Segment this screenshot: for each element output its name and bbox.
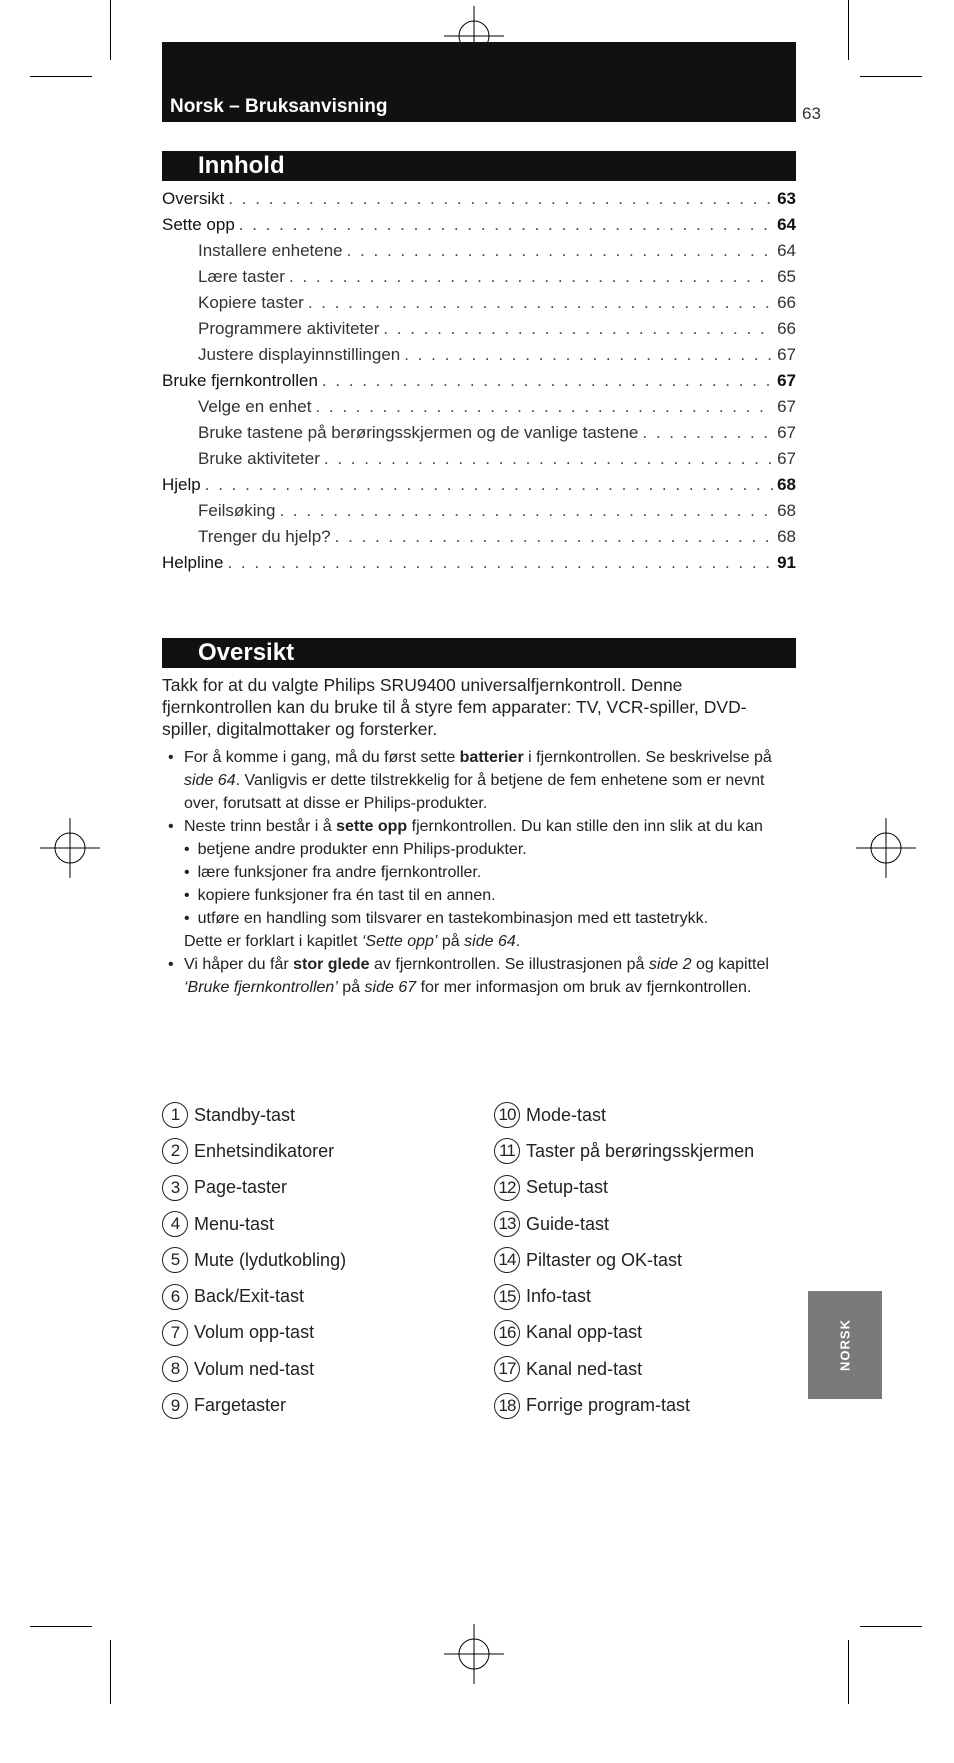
legend-label: Mode-tast <box>526 1104 607 1125</box>
toc-entry[interactable] <box>162 527 796 553</box>
legend-label: Info-tast <box>526 1286 592 1307</box>
legend-label: Setup-tast <box>526 1177 609 1198</box>
toc-entry[interactable] <box>162 267 796 293</box>
circled-number-icon: 3 <box>162 1175 188 1201</box>
toc-entry[interactable] <box>162 293 796 319</box>
toc-leader-dots <box>383 319 773 339</box>
legend-item <box>494 1387 754 1423</box>
toc-leader-dots <box>227 553 773 573</box>
circled-number-icon: 5 <box>162 1247 188 1273</box>
toc-entry-page: 63 <box>777 189 796 208</box>
legend-item <box>162 1387 346 1423</box>
toc-leader-dots <box>642 423 773 443</box>
toc-entry-page: 67 <box>777 397 796 416</box>
toc-entry[interactable] <box>162 319 796 345</box>
crop-mark <box>30 1626 92 1627</box>
registration-mark-icon <box>856 818 916 878</box>
sub-bullet-item: • kopiere funksjoner fra én tast til en annen. <box>184 887 496 904</box>
circled-number-icon: 9 <box>162 1393 188 1419</box>
toc-entry-page: 66 <box>777 293 796 312</box>
legend-label: Guide-tast <box>526 1213 610 1234</box>
toc-entry-label: Bruke tastene på berøringsskjermen og de vanlige tastene <box>198 423 639 442</box>
toc-entry[interactable] <box>162 475 796 501</box>
sub-bullet-item: • utføre en handling som tilsvarer en tastekombinasjon med ett tastetrykk. <box>184 910 709 927</box>
toc-leader-dots <box>322 371 773 391</box>
sub-bullet-item: • betjene andre produkter enn Philips-produkter. <box>184 841 527 858</box>
circled-number-icon: 2 <box>162 1138 188 1164</box>
crop-mark <box>848 1640 849 1704</box>
toc-entry-page: 91 <box>777 553 796 572</box>
overview-intro: Takk for at du valgte Philips SRU9400 universalfjernkontroll. Denne fjernkontrollen kan du bruke til å styre fem apparater: TV, VCR-spiller, DVD-spiller, digitalmottaker og forsterker. <box>162 675 747 739</box>
language-tab <box>808 1291 882 1399</box>
legend-label: Standby-tast <box>194 1104 296 1125</box>
bullet-item: • Vi håper du får stor glede av fjernkontrollen. Se illustrasjonen på side 2 og kapittel ‘Bruke fjernkontrollen’ på side 67 for mer informasjon om bruk av fjernkontrollen. <box>162 953 796 999</box>
toc-entry-page: 68 <box>777 527 796 546</box>
legend-item <box>162 1097 346 1133</box>
toc-entry-label: Programmere aktiviteter <box>198 319 380 338</box>
crop-mark <box>848 0 849 60</box>
circled-number-icon: 7 <box>162 1320 188 1346</box>
toc-leader-dots <box>239 215 773 235</box>
toc-entry-page: 67 <box>777 449 796 468</box>
toc-entry-label: Installere enhetene <box>198 241 343 260</box>
overview-heading: Oversikt <box>198 639 295 666</box>
language-tab-label: NORSK <box>837 1319 853 1371</box>
legend-item <box>494 1315 754 1351</box>
circled-number-icon: 1 <box>162 1102 188 1128</box>
toc-heading-bar <box>162 151 796 181</box>
crop-mark <box>860 76 922 77</box>
toc-leader-dots <box>279 501 773 521</box>
bullet-item: • For å komme i gang, må du først sette batterier i fjernkontrollen. Se beskrivelse på side 64. Vanligvis er dette tilstrekkelig for å betjene de fem enhetene som er nevnt over, forutsatt at disse er Philips-produkter. <box>162 746 796 815</box>
toc-leader-dots <box>205 475 773 495</box>
toc-entry-label: Bruke fjernkontrollen <box>162 371 318 390</box>
toc-leader-dots <box>308 293 773 313</box>
toc-entry-label: Oversikt <box>162 189 225 208</box>
toc-entry-label: Lære taster <box>198 267 285 286</box>
legend-label: Page-taster <box>194 1177 288 1198</box>
circled-number-icon: 6 <box>162 1284 188 1310</box>
toc-leader-dots <box>347 241 773 261</box>
registration-mark-icon <box>444 1624 504 1684</box>
toc-entry[interactable] <box>162 371 796 397</box>
toc-heading: Innhold <box>198 152 285 179</box>
toc-leader-dots <box>315 397 773 417</box>
toc-entry-page: 68 <box>777 475 796 494</box>
legend-item <box>494 1170 754 1206</box>
legend-item <box>162 1206 346 1242</box>
toc-entry-label: Feilsøking <box>198 501 276 520</box>
bullet-item: • Neste trinn består i å sette opp fjernkontrollen. Du kan stille den inn slik at du kan <box>162 815 796 838</box>
toc-entry[interactable] <box>162 423 796 449</box>
circled-number-icon: 10 <box>494 1102 520 1128</box>
table-of-contents <box>162 189 796 579</box>
circled-number-icon: 15 <box>494 1284 520 1310</box>
legend-item <box>162 1242 346 1278</box>
toc-leader-dots <box>228 189 773 209</box>
crop-mark <box>860 1626 922 1627</box>
toc-entry-page: 67 <box>777 345 796 364</box>
key-legend-left <box>162 1097 346 1424</box>
toc-leader-dots <box>335 527 773 547</box>
circled-number-icon: 8 <box>162 1356 188 1382</box>
toc-entry-page: 66 <box>777 319 796 338</box>
toc-entry-label: Hjelp <box>162 475 201 494</box>
legend-label: Volum opp-tast <box>194 1322 315 1343</box>
toc-entry-label: Bruke aktiviteter <box>198 449 320 468</box>
legend-item <box>494 1351 754 1387</box>
toc-entry-label: Justere displayinnstillingen <box>198 345 401 364</box>
legend-label: Enhetsindikatorer <box>194 1140 335 1161</box>
legend-item <box>494 1278 754 1314</box>
legend-label: Menu-tast <box>194 1213 275 1234</box>
circled-number-icon: 16 <box>494 1320 520 1346</box>
toc-entry-label: Helpline <box>162 553 224 572</box>
crop-mark <box>30 76 92 77</box>
legend-label: Kanal ned-tast <box>526 1358 643 1379</box>
toc-entry-label: Velge en enhet <box>198 397 312 416</box>
legend-item <box>494 1097 754 1133</box>
registration-mark-icon <box>40 818 100 878</box>
circled-number-icon: 18 <box>494 1393 520 1419</box>
legend-item <box>162 1315 346 1351</box>
toc-leader-dots <box>324 449 773 469</box>
circled-number-icon: 12 <box>494 1175 520 1201</box>
legend-label: Forrige program-tast <box>526 1395 691 1416</box>
toc-entry-page: 67 <box>777 371 796 390</box>
legend-label: Mute (lydutkobling) <box>194 1249 347 1270</box>
overview-bullets <box>162 746 796 999</box>
legend-item <box>494 1133 754 1169</box>
toc-leader-dots <box>404 345 773 365</box>
toc-entry-page: 65 <box>777 267 796 286</box>
crop-mark <box>110 1640 111 1704</box>
circled-number-icon: 17 <box>494 1356 520 1382</box>
crop-mark <box>110 0 111 60</box>
toc-entry[interactable] <box>162 215 796 241</box>
page-header <box>162 42 796 122</box>
toc-entry[interactable] <box>162 241 796 267</box>
legend-label: Kanal opp-tast <box>526 1322 643 1343</box>
bullet-note: Dette er forklart i kapitlet ‘Sette opp’ på side 64. <box>184 933 521 950</box>
legend-label: Fargetaster <box>194 1395 287 1416</box>
toc-entry[interactable] <box>162 345 796 371</box>
legend-item <box>162 1351 346 1387</box>
legend-label: Taster på berøringsskjermen <box>526 1140 755 1161</box>
overview-heading-bar <box>162 638 796 668</box>
legend-item <box>162 1170 346 1206</box>
legend-label: Piltaster og OK-tast <box>526 1249 683 1270</box>
header-title: Norsk – Bruksanvisning <box>170 96 388 117</box>
toc-entry[interactable] <box>162 553 796 579</box>
toc-entry-page: 64 <box>777 241 796 260</box>
legend-item <box>494 1206 754 1242</box>
toc-entry-page: 67 <box>777 423 796 442</box>
legend-item <box>162 1133 346 1169</box>
legend-label: Volum ned-tast <box>194 1358 315 1379</box>
sub-bullet-item: • lære funksjoner fra andre fjernkontroller. <box>184 864 482 881</box>
legend-item <box>494 1242 754 1278</box>
toc-leader-dots <box>289 267 773 287</box>
toc-entry-page: 68 <box>777 501 796 520</box>
key-legend-right <box>494 1097 754 1424</box>
circled-number-icon: 11 <box>494 1138 520 1164</box>
page-number: 63 <box>802 104 821 123</box>
toc-entry[interactable] <box>162 501 796 527</box>
toc-entry[interactable] <box>162 449 796 475</box>
toc-entry[interactable] <box>162 397 796 423</box>
circled-number-icon: 4 <box>162 1211 188 1237</box>
legend-item <box>162 1278 346 1314</box>
toc-entry-label: Kopiere taster <box>198 293 304 312</box>
legend-label: Back/Exit-tast <box>194 1286 305 1307</box>
toc-entry[interactable] <box>162 189 796 215</box>
toc-entry-page: 64 <box>777 215 796 234</box>
toc-entry-label: Sette opp <box>162 215 235 234</box>
circled-number-icon: 14 <box>494 1247 520 1273</box>
toc-entry-label: Trenger du hjelp? <box>198 527 331 546</box>
circled-number-icon: 13 <box>494 1211 520 1237</box>
